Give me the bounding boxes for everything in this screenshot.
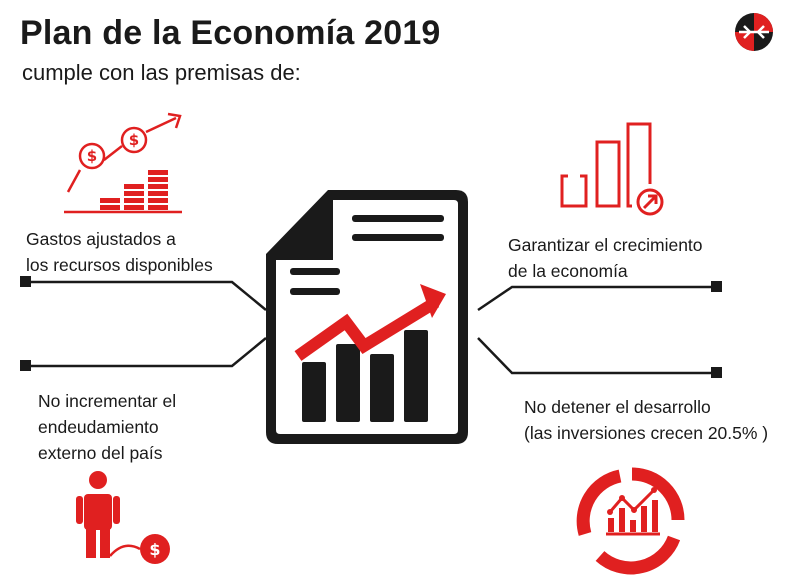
svg-text:$: $: [149, 540, 161, 559]
premise-top-right: [508, 232, 703, 284]
premise-bottom-left-line2: endeudamiento: [38, 417, 159, 437]
premise-bottom-right-line1: No detener el desarrollo: [524, 397, 711, 417]
premise-bottom-left-line1: No incrementar el: [38, 391, 177, 411]
premise-top-right-line2: de la economía: [508, 261, 628, 281]
premise-bottom-left-line3: externo del país: [38, 443, 163, 463]
premise-bottom-right-line2: (las inversiones crecen 20.5% ): [524, 423, 769, 443]
premise-top-right-line1: Garantizar el crecimiento: [508, 235, 703, 255]
svg-text:$: $: [86, 147, 98, 165]
premise-top-left-line2: los recursos disponibles: [26, 255, 213, 275]
premise-bottom-right: [524, 394, 768, 446]
premise-top-left: [26, 226, 213, 278]
premise-top-left-line1: Gastos ajustados a: [26, 229, 176, 249]
svg-text:$: $: [128, 131, 140, 149]
page-title: Plan de la Economía 2019: [20, 14, 441, 52]
premise-bottom-left: [38, 388, 176, 466]
page-subtitle: cumple con las premisas de:: [22, 60, 301, 85]
